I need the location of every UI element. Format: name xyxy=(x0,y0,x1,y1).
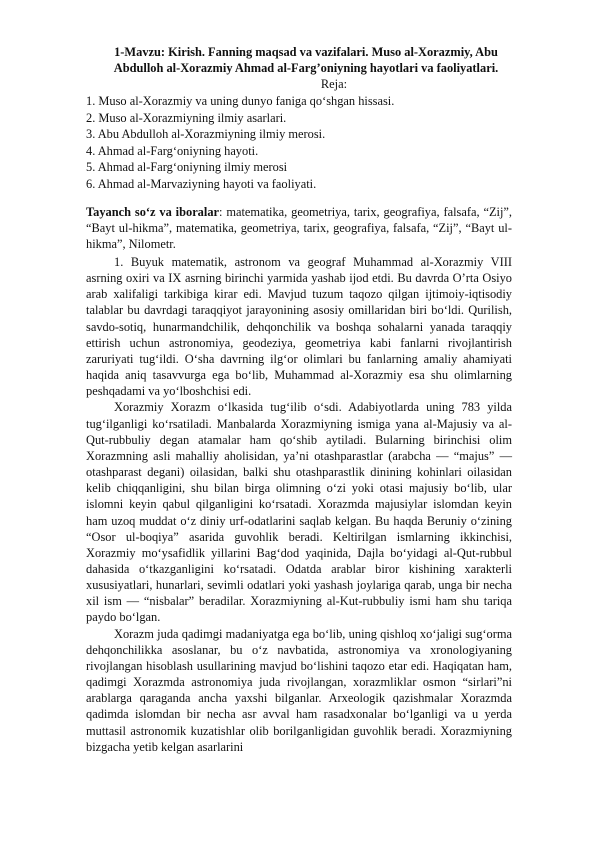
keywords-label: Tayanch so‘z va iboralar xyxy=(86,205,220,219)
paragraph: Xorazmiy Xorazm o‘lkasida tug‘ilib o‘sdi. Adabiyotlarda uning 783 yilda tug‘ilganligi ko‘rsatiladi. Manbalarda Xorazmiyning ismiga yana al-Majusiy va al-Qut-rubbuliy degan atamalar ham qo‘shib aytiladi. Bularning birinchisi olim Xorazmning asli mahalliy aholisidan, ya’ni otashparastlar (arabcha — “majus” — otashparast degani) oilasidan, balki shu otashparastlik dinining kohinlari oilasidan kelib chiqqanligini, shu bilan birga olimning o‘zi yoki otasi majusiy bo‘lib, ular islomni keyin qabul qilganligini ko‘rsatadi. Xorazmda majusiylar islomdan keyin ham uzoq muddat o‘z diniy urf-odatlarini saqlab kelgan. Bu haqda Beruniy o‘zining “Osor ul-boqiya” asarida guvohlik beradi. Keltirilgan ismlarning ikkinchisi, Xorazmiy mo‘ysafidlik yillarini Bag‘dod yaqinida, Dajla bo‘yidagi al-Qut-rubbul dahasida o‘tkazganligini ko‘rsatadi. Odatda arablar biror kishining xarakterli xususiyatlari, hunarlari, sevimli odatlari yoki yashash joylariga qarab, unga bir necha xil ism — “nisbalar” beradilar. Xorazmiyning al-Kut-rubbuliy ismi ham shu tariqa paydo bo‘lgan. xyxy=(86,400,512,625)
paragraph: 1. Buyuk matematik, astronom va geograf Muhammad al-Xorazmiy VIII asrning oxiri va IX asrning birinchi yarmida yashab ijod etdi. Bu davrda O’rta Osiyo arab xalifaligi tarkibiga kirar edi. Mavjud tuzum taqozo qilgan ijtimoiy-iqtisodiy talablar bu davrdagi taraqqiyot jarayonining asosiy omillaridan biri bo‘ldi. Qurilish, savdo-sotiq, hunarmandchilik, dehqonchilik va boshqa sohalarni yanada taraqqiy ettirish uchun astronomiya, geodeziya, geometriya kabi fanlarni rivojlantirish zaruriyati tug‘ildi. O‘sha davrning ilg‘or olimlari bu fanlarning amaliy ahamiyati haqida aniq tasavvurga ega bo‘lib, Muhammad al-Xorazmiy esa shu olimlarning peshqadami va yo‘lboshchisi edi. xyxy=(86,255,512,399)
plan-heading: Reja: xyxy=(320,77,348,91)
plan-list xyxy=(86,93,506,192)
plan-item: 1. Muso al-Xorazmiy va uning dunyo faniga qo‘shgan hissasi. xyxy=(86,94,395,108)
body-text xyxy=(86,254,512,755)
plan-item: 5. Ahmad al-Farg‘oniyning ilmiy merosi xyxy=(86,160,288,174)
document-title: 1-Mavzu: Kirish. Fanning maqsad va vazifalari. Muso al-Xorazmiy, Abu Abdulloh al-Xorazmiy Ahmad al-Farg’oniyning hayotlari va faoliyatlari. xyxy=(113,45,499,75)
paragraph: Xorazm juda qadimgi madaniyatga ega bo‘lib, uning qishloq xo‘jaligi sug‘orma dehqonchilikka asoslanar, bu o‘z navbatida, astronomiya va xronologiyaning rivojlangan hisoblash usullarining mavjud bo‘lishini taqozo etar edi. Haqiqatan ham, qadimgi Xorazmda astronomiya juda rivojlangan, xorazmliklar osmon “sirlari”ni arablarga qaraganda ancha yaxshi bilganlar. Arxeologik qazishmalar Xorazmda qadimda islomdan bir necha asr avval ham rasadxonalar bo‘lganligi va u yerda muttasil astronomik kuzatishlar olib borilganligidan guvohlik beradi. Xorazmiyning bizgacha yetib kelgan asarlarini xyxy=(86,626,512,754)
keywords-section xyxy=(86,204,512,252)
plan-item: 6. Ahmad al-Marvaziyning hayoti va faoliyati. xyxy=(86,176,317,191)
keywords-text: : matematika, geometriya, tarix, geografiya, falsafa, “Zij”, “Bayt ul-hikma”, matematika, geometriya, tarix, geografiya, falsafa, “Zij”, “Bayt ul-hikma”, Nilometr. xyxy=(86,205,513,251)
plan-item: 3. Abu Abdulloh al-Xorazmiyning ilmiy merosi. xyxy=(86,127,326,141)
plan-item: 2. Muso al-Xorazmiyning ilmiy asarlari. xyxy=(86,110,287,125)
plan-item: 4. Ahmad al-Farg‘oniyning hayoti. xyxy=(86,143,259,158)
